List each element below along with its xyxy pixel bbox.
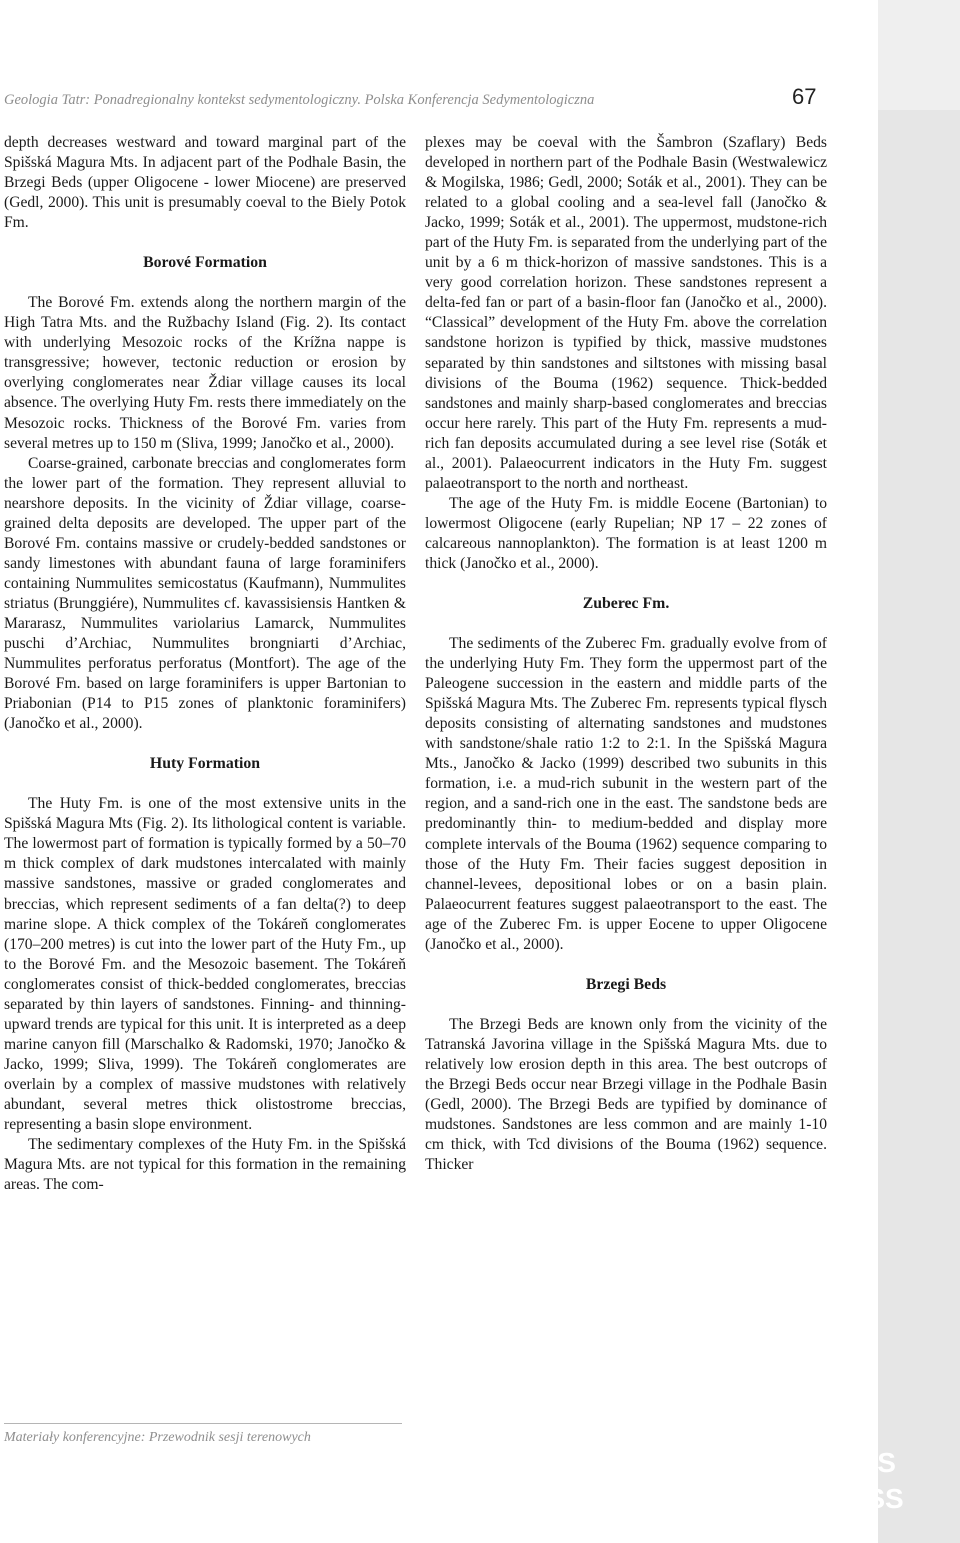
margin-strip-top bbox=[878, 0, 960, 110]
conference-logo bbox=[775, 1445, 925, 1517]
paragraph: The sedimentary complexes of the Huty Fm. in the Spišská Magura Mts. are not typical for this formation in the remaining areas. The com- bbox=[4, 1136, 406, 1194]
paragraph: The age of the Huty Fm. is middle Eocene (Bartonian) to lowermost Oligocene (early Rupelian; NP 17 – 22 zones of calcareous nannoplankton). The formation is at least 1200 m thick (Janočko et al., 2000). bbox=[425, 494, 827, 572]
footer-divider bbox=[4, 1423, 402, 1424]
right-margin-strip bbox=[878, 0, 960, 1543]
logo-line-1: PoKoS bbox=[804, 1447, 896, 1478]
footer-series-title: Materiały konferencyjne: Przewodnik sesji terenowych bbox=[4, 1430, 311, 1445]
page-number: 67 bbox=[792, 84, 817, 109]
section-heading-zuberec: Zuberec Fm. bbox=[582, 595, 670, 613]
paragraph: The Huty Fm. is one of the most extensive units in the Spišská Magura Mts (Fig. 2). Its lithological content is variable. The lowermost part of formation is typically formed by a 50–70 m thick complex of dark mudstones intercalated with mainly massive sandstones, massive or graded conglomerates and breccias, which represent sediments of a fan delta(?) to deep marine slope. A thick complex of the Tokáreň conglomerates (170–200 metres) is cut into the lower part of the Huty Fm., up to the Borové Fm. and the Mesozoic basement. The Tokáreň conglomerates consist of thick-bedded conglomerates, breccias separated by thin layers of sandstones. Finning- and thinning-upward trends are typical for this unit. It is interpreted as a deep marine canyon fill (Marschalko & Radomski, 1970; Janočko & Jacko, 1999; Sliva, 1999). The Tokáreň conglomerates are overlain by a complex of massive mudstones with relatively abundant, several metres thick olistostrome breccias, representing a basin slope environment. bbox=[4, 795, 406, 1134]
logo-line-2: VIII KSS bbox=[796, 1483, 904, 1514]
section-heading-huty: Huty Formation bbox=[149, 755, 261, 773]
section-heading-borove: Borové Formation bbox=[143, 254, 267, 272]
left-column bbox=[4, 133, 406, 1195]
paragraph: The Borové Fm. extends along the northern margin of the High Tatra Mts. and the Ružbachy Island (Fig. 2). Its contact with underlying Mesozoic rocks of the Krížna nappe is transgressive; however, tectonic reduction or erosion by overlying conglomerates near Ždiar village causes its local absence. The overlying Huty Fm. rests there immediately on the Mesozoic rocks. Thickness of the Borové Fm. varies from several metres up to 150 m (Sliva, 1999; Janočko et al., 2000). bbox=[4, 294, 406, 452]
running-header: Geologia Tatr: Ponadregionalny kontekst sedymentologiczny. Polska Konferencja Sedymentologiczna bbox=[4, 92, 595, 108]
paragraph: The sediments of the Zuberec Fm. gradually evolve from of the underlying Huty Fm. They form the uppermost part of the Paleogene succession in the eastern and middle parts of the Spišská Magura Mts. The Zuberec Fm. represents typical flysch deposits consisting of alternating sandstones and mudstones with sandstone/shale ratio 1:2 to 2:1. In the Spišská Magura Mts., Janočko & Jacko (1999) described two subunits in this formation, i.e. a mud-rich subunit in the western part of the region, and a sand-rich one in the east. The sandstone beds are predominantly thin- to medium-bedded and display more complete intervals of the Bouma (1962) sequence comparing to those of the Huty Fm. Their facies suggest deposition in channel-levees, depositional lobes or on a basin plain. Palaeocurrent features suggest palaeotransport to the east. The age of the Zuberec Fm. is upper Eocene to upper Oligocene (Janočko et al., 2000). bbox=[425, 635, 827, 953]
section-heading-brzegi: Brzegi Beds bbox=[585, 975, 667, 993]
paragraph: The Brzegi Beds are known only from the vicinity of the Tatranská Javorina village in the Spišská Magura Mts. due to relatively low erosion depth in this area. The best outcrops of the Brzegi Beds occur near Brzegi village in the Podhale Basin (Gedl, 2000). The Brzegi Beds are typified by dominance of mudstones. Sandstones are less common and are mainly 1-10 cm thick, with Tcd divisions of the Bouma (1962) sequence. Thicker bbox=[425, 1015, 827, 1174]
paragraph: Coarse-grained, carbonate breccias and conglomerates form the lower part of the formation. They represent alluvial to nearshore deposits. In the vicinity of Ždiar village, coarse-grained delta deposits are developed. The upper part of the Borové Fm. contains massive or crudely-bedded sandstones or sandy limestones with abundant fauna of large foraminifers containing Nummulites semicostatus (Kaufmann), Nummulites striatus (Brunggiére), Nummulites cf. kavassisiensis Hantken & Mararasz, Nummulites variolarius Lamarck, Nummulites puschi d’Archiac, Nummulites brongniarti d’Archiac, Nummulites perforatus perforatus (Montfort). The age of the Borové Fm. based on large foraminifers is upper Bartonian to Priabonian (P14 to P15 zones of planktonic foraminifers) (Janočko et al., 2000). bbox=[4, 454, 406, 733]
paragraph: depth decreases westward and toward marginal part of the Spišská Magura Mts. In adjacent part of the Podhale Basin, the Brzegi Beds (upper Oligocene - lower Miocene) are preserved (Gedl, 2000). This unit is presumably coeval to the Biely Potok Fm. bbox=[4, 134, 406, 232]
right-column bbox=[425, 133, 827, 1175]
paragraph: plexes may be coeval with the Šambron (Szaflary) Beds developed in northern part of the Podhale Basin (Westwalewicz & Mogilska, 1986; Gedl, 2000; Soták et al., 2001). They can be related to a global cooling and a sea-level fall (Janočko & Jacko, 1999; Soták et al., 2001). The uppermost, mudstone-rich part of the Huty Fm. is separated from the underlying part of the unit by a 6 m thick-horizon of massive sandstones. This is a very good correlation horizon. These sandstones represent a delta-fed fan or part of a basin-floor fan (Janočko et al., 2000). “Classical” development of the Huty Fm. above the correlation sandstone horizon is typified by thick, massive mudstones separated by thin sandstones and siltstones with missing basal divisions of the Bouma (1962) sequence. Thick-bedded sandstones and mainly sharp-based conglomerates and breccias occur here rarely. This part of the Huty Fm. represents a mud-rich fan deposits accumulated during a see level rise (Soták et al., 2001). Palaeocurrent indicators in the Huty Fm. suggest palaeotransport to the north and northeast. bbox=[425, 134, 827, 492]
